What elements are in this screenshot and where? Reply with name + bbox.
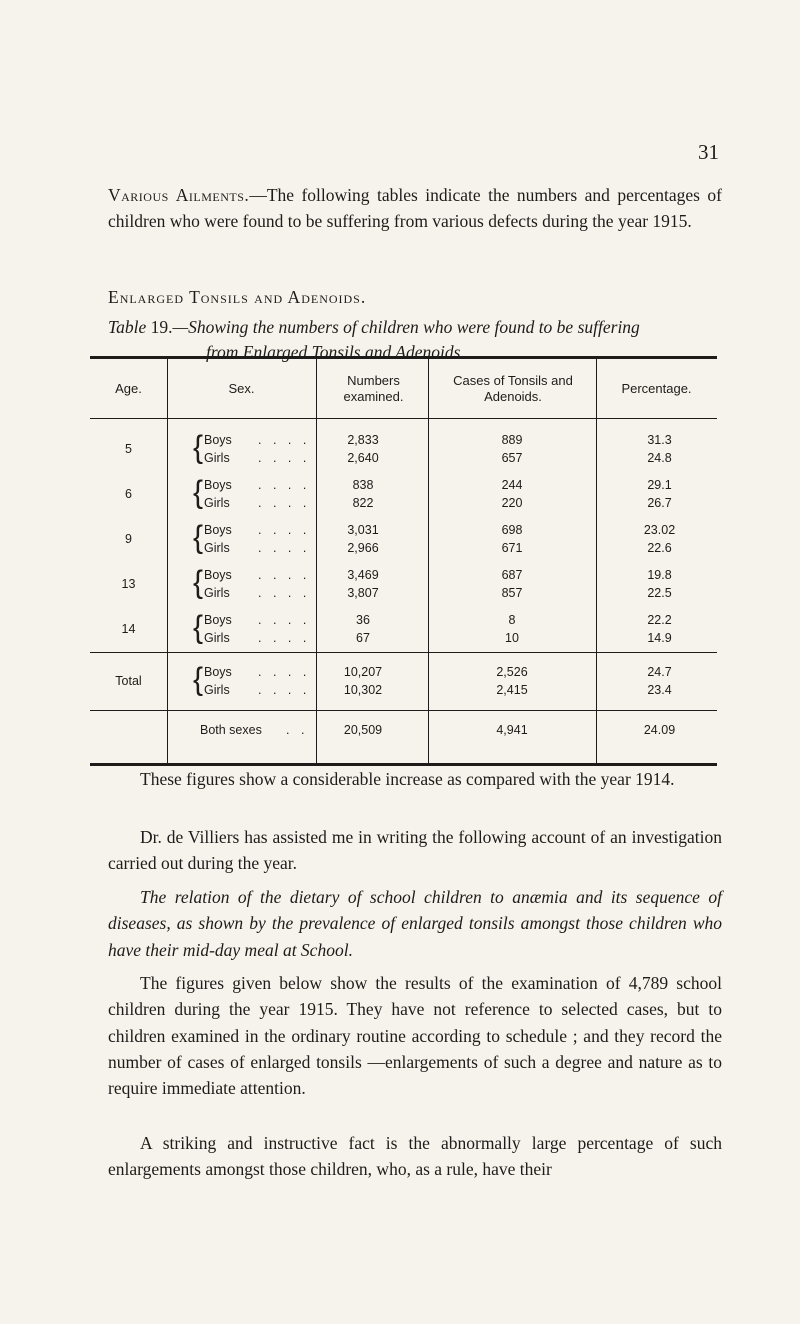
numbers-cell: 10,207 [343,665,383,679]
page-number: 31 [698,140,719,164]
leader-dots: . . . . [258,496,311,510]
table-row-group [90,520,717,559]
cases-cell: 4,941 [496,723,528,737]
brace-mark: { [193,475,204,510]
brace-mark: { [193,520,204,555]
header-age: Age. [115,380,142,396]
leader-dots: . . . . [258,451,311,465]
pct-cell: 23.4 [647,683,672,697]
cases-cell: 857 [501,586,523,600]
cases-cell: 671 [501,541,523,555]
leader-dots: . . [286,723,309,737]
pct-cell: 24.09 [643,723,676,737]
pct-cell: 31.3 [647,433,672,447]
cases-cell: 2,526 [496,665,528,679]
numbers-cell: 67 [356,631,370,645]
numbers-cell: 2,833 [347,433,379,447]
cases-cell: 698 [501,523,523,537]
leader-dots: . . . . [258,631,311,645]
both-sexes-label: Both sexes [200,723,262,737]
sex-girls: Girls [204,683,230,697]
pct-cell: 23.02 [643,523,676,537]
leader-dots: . . . . [258,433,311,447]
cases-cell: 889 [501,433,523,447]
cases-cell: 244 [501,478,523,492]
table-row-group [90,565,717,604]
caption-title-part1: —Showing the numbers of children who were found to be suffering [172,317,640,337]
sex-boys: Boys [204,665,232,679]
leader-dots: . . . . [258,568,311,582]
table-row-total [90,662,717,701]
cases-cell: 8 [508,613,516,627]
table-row-group [90,610,717,649]
total-label: Total [115,674,142,688]
pct-cell: 24.7 [647,665,672,679]
brace-mark: { [193,430,204,465]
numbers-cell: 10,302 [343,683,383,697]
section-heading: Enlarged Tonsils and Adenoids. [108,287,367,307]
brace-mark: { [193,565,204,600]
leader-dots: . . . . [258,541,311,555]
header-sex: Sex. [228,380,255,396]
age-cell: 13 [121,577,136,591]
tonsils-table [90,356,717,766]
cases-cell: 2,415 [496,683,528,697]
pct-cell: 29.1 [647,478,672,492]
header-divider [90,418,717,419]
caption-number: 19. [150,317,173,337]
sex-girls: Girls [204,541,230,555]
col-divider [428,359,429,763]
pct-cell: 26.7 [647,496,672,510]
header-cases: Cases of Tonsils and Adenoids. [453,372,573,404]
numbers-cell: 3,469 [347,568,379,582]
caption-label: Table [108,317,147,337]
cases-cell: 687 [501,568,523,582]
numbers-cell: 822 [352,496,374,510]
paragraph-increase: These figures show a considerable increase as compared with the year 1914. [140,769,675,789]
sex-boys: Boys [204,433,232,447]
table-row-both [90,723,717,743]
col-divider [596,359,597,763]
table-row-group [90,475,717,514]
age-cell: 14 [121,622,136,636]
sex-boys: Boys [204,613,232,627]
sex-boys: Boys [204,523,232,537]
leader-dots: . . . . [258,665,311,679]
numbers-cell: 36 [356,613,370,627]
numbers-cell: 2,966 [347,541,379,555]
cases-cell: 220 [501,496,523,510]
table-row-group [90,430,717,469]
sex-girls: Girls [204,496,230,510]
numbers-cell: 2,640 [347,451,379,465]
age-cell: 5 [125,442,132,456]
numbers-cell: 838 [352,478,374,492]
sex-girls: Girls [204,631,230,645]
col-divider [316,359,317,763]
caption-title-part2: from Enlarged Tonsils and Adenoids. [206,342,465,363]
intro-text: —The following tables indicate the numbers and percentages of children who were found to be suffering from various defects during the year 1915. [108,185,722,232]
brace-mark: { [193,662,204,697]
sex-boys: Boys [204,568,232,582]
col-divider [167,359,168,763]
sex-girls: Girls [204,586,230,600]
intro-paragraph [108,182,722,235]
total-divider [90,652,717,653]
leader-dots: . . . . [258,478,311,492]
pct-cell: 24.8 [647,451,672,465]
paragraph-de-villiers: Dr. de Villiers has assisted me in writing the following account of an investigation carried out during the year. [108,827,722,874]
intro-heading: Various Ailments. [108,185,250,205]
leader-dots: . . . . [258,586,311,600]
pct-cell: 19.8 [647,568,672,582]
leader-dots: . . . . [258,613,311,627]
leader-dots: . . . . [258,523,311,537]
numbers-cell: 20,509 [343,723,383,737]
cases-cell: 657 [501,451,523,465]
numbers-cell: 3,807 [347,586,379,600]
pct-cell: 22.6 [647,541,672,555]
paragraph-study-title: The relation of the dietary of school children to anæmia and its sequence of diseases, as shown by the prevalence of enlarged tonsils amongst those children who have their mid-day meal at School. [108,887,722,960]
both-divider [90,710,717,711]
cases-cell: 10 [505,631,519,645]
paragraph-striking-fact: A striking and instructive fact is the abnormally large percentage of such enlargements amongst those children, who, as a rule, have their [108,1133,722,1180]
leader-dots: . . . . [258,683,311,697]
age-cell: 6 [125,487,132,501]
age-cell: 9 [125,532,132,546]
sex-girls: Girls [204,451,230,465]
pct-cell: 14.9 [647,631,672,645]
header-numbers: Numbers examined. [343,372,404,404]
numbers-cell: 3,031 [347,523,379,537]
paragraph-results: The figures given below show the results of the examination of 4,789 school children during the year 1915. They have not reference to selected cases, but to children examined in the ordinary routine according to schedule ; and they record the number of cases of enlarged tonsils —enlargements of such a degree and nature as to require immediate attention. [108,973,722,1098]
brace-mark: { [193,610,204,645]
pct-cell: 22.2 [647,613,672,627]
sex-boys: Boys [204,478,232,492]
header-percentage: Percentage. [621,380,692,396]
pct-cell: 22.5 [647,586,672,600]
